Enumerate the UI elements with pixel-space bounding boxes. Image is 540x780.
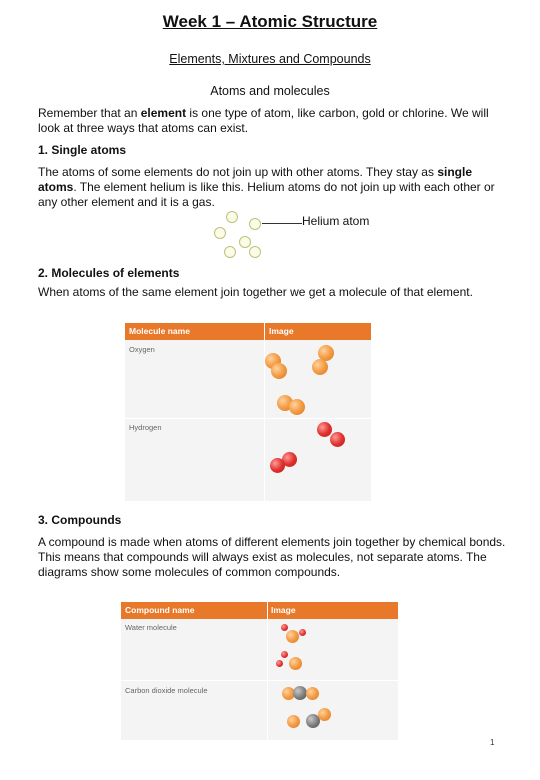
oxygen-atom [318, 708, 331, 721]
helium-atom-label: Helium atom [302, 214, 370, 228]
column-header-name: Compound name [125, 605, 195, 615]
compounds-table [121, 602, 398, 740]
column-header-image: Image [271, 605, 296, 615]
row-divider [125, 418, 371, 419]
table-row-label: Oxygen [129, 345, 155, 354]
label-pointer-line [262, 223, 302, 224]
helium-atom [249, 246, 261, 258]
single-atoms-heading: 1. Single atoms [38, 143, 127, 157]
oxygen-atom [312, 359, 328, 375]
hydrogen-atom [317, 422, 332, 437]
oxygen-atom [306, 687, 319, 700]
carbon-atom [293, 686, 307, 700]
single-atoms-text-bold: single atoms [38, 165, 472, 194]
helium-atom [249, 218, 261, 230]
helium-atom [224, 246, 236, 258]
page-subtitle: Elements, Mixtures and Compounds [169, 52, 371, 66]
oxygen-atom [286, 630, 299, 643]
helium-atom [214, 227, 226, 239]
column-divider [267, 602, 268, 740]
table-header [125, 323, 371, 340]
oxygen-atom [289, 399, 305, 415]
table-header [121, 602, 398, 619]
hydrogen-atom [330, 432, 345, 447]
oxygen-atom [289, 657, 302, 670]
intro-text-bold: element [140, 106, 187, 120]
table-row-label: Hydrogen [129, 423, 162, 432]
molecules-heading: 2. Molecules of elements [38, 266, 180, 280]
hydrogen-atom [299, 629, 306, 636]
intro-paragraph [38, 106, 508, 136]
hydrogen-atom [270, 458, 285, 473]
table-row-label: Carbon dioxide molecule [125, 686, 208, 695]
compounds-paragraph: A compound is made when atoms of different elements join together by chemical bonds. This means that compounds will always exist as molecules, not separate atoms. The diagrams show some molecules of common compounds. [38, 535, 506, 579]
helium-atom [226, 211, 238, 223]
page-number: 1 [490, 738, 495, 747]
hydrogen-atom [276, 660, 283, 667]
table-row-label: Water molecule [125, 623, 177, 632]
single-atoms-paragraph [38, 165, 508, 210]
hydrogen-atom [281, 651, 288, 658]
column-header-image: Image [269, 326, 294, 336]
helium-atom [239, 236, 251, 248]
oxygen-atom [271, 363, 287, 379]
section-title: Atoms and molecules [210, 84, 330, 98]
hydrogen-atom [281, 624, 288, 631]
oxygen-atom [287, 715, 300, 728]
single-atoms-text-post: . The element helium is like this. Helium atoms do not join up with each other or any other element and it is a gas. [38, 180, 495, 209]
page-title: Week 1 – Atomic Structure [162, 12, 378, 31]
compounds-heading: 3. Compounds [38, 513, 122, 527]
column-divider [264, 323, 265, 501]
row-divider [121, 680, 398, 681]
molecules-table [125, 323, 371, 501]
single-atoms-text-pre: The atoms of some elements do not join up with other atoms. They stay as [38, 165, 438, 179]
intro-text-post: is one type of atom, like carbon, gold or chlorine. We will look at three ways that atoms can exist. [38, 106, 489, 135]
intro-text-pre: Remember that an [38, 106, 141, 120]
column-header-name: Molecule name [129, 326, 190, 336]
molecules-paragraph: When atoms of the same element join together we get a molecule of that element. [38, 285, 473, 299]
